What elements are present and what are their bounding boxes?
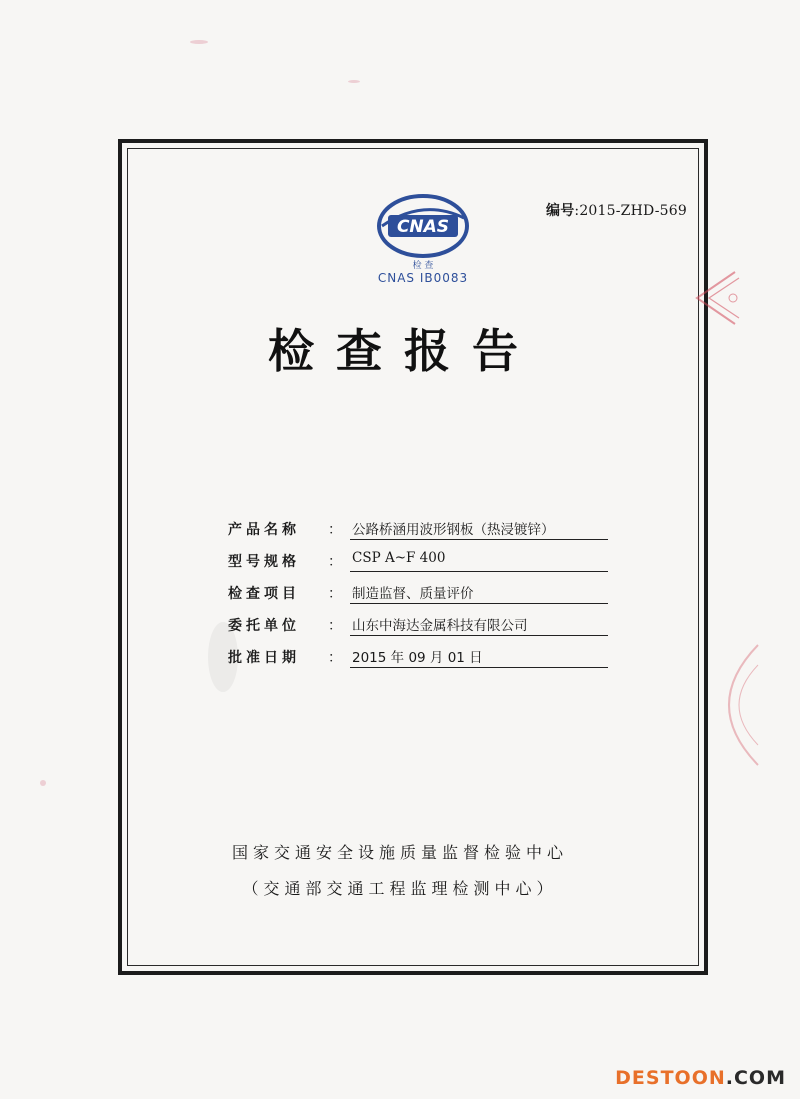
cnas-logo-caption: 检 查 — [412, 261, 434, 271]
watermark — [615, 1067, 786, 1089]
info-row-product-name — [228, 516, 618, 548]
info-colon: ： — [328, 618, 342, 634]
organization-subtitle: （交通部交通工程监理检测中心） — [242, 879, 558, 898]
cnas-logo-icon — [368, 188, 478, 288]
report-info-table — [228, 516, 618, 676]
info-label: 产品名称 — [228, 522, 300, 538]
watermark-main: DESTOON — [615, 1067, 726, 1089]
info-value-product-name: 公路桥涵用波形钢板（热浸镀锌） — [350, 518, 608, 540]
info-row-model-spec — [228, 548, 618, 580]
info-colon: ： — [328, 554, 342, 570]
watermark-tld: .COM — [725, 1067, 786, 1089]
paper-speck — [190, 40, 208, 44]
info-row-inspection-item — [228, 580, 618, 612]
report-number-value: :2015-ZHD-569 — [574, 203, 687, 219]
report-number-label: 编号 — [546, 203, 575, 219]
info-label: 检查项目 — [228, 586, 300, 602]
info-colon: ： — [328, 650, 342, 666]
info-row-client — [228, 612, 618, 644]
paper-speck — [348, 80, 360, 83]
info-colon: ： — [328, 586, 342, 602]
info-row-approval-date — [228, 644, 618, 676]
cnas-logo-name: CNAS — [396, 217, 450, 237]
info-label: 委托单位 — [228, 618, 300, 634]
info-colon: ： — [328, 522, 342, 538]
report-number — [546, 200, 687, 220]
info-value-client: 山东中海达金属科技有限公司 — [350, 614, 608, 636]
info-value-approval-date: 2015 年 09 月 01 日 — [350, 646, 608, 668]
faint-seal-icon — [690, 640, 760, 770]
page-title: 检查报告 — [268, 324, 540, 378]
paper-speck — [40, 780, 46, 786]
info-label: 批准日期 — [228, 650, 300, 666]
info-value-model-spec: CSP A~F 400 — [350, 550, 608, 572]
organization-name: 国家交通安全设施质量监督检验中心 — [231, 843, 568, 862]
info-label: 型号规格 — [228, 554, 300, 570]
info-value-inspection-item: 制造监督、质量评价 — [350, 582, 608, 604]
cnas-logo-code: CNAS IB0083 — [377, 271, 469, 285]
